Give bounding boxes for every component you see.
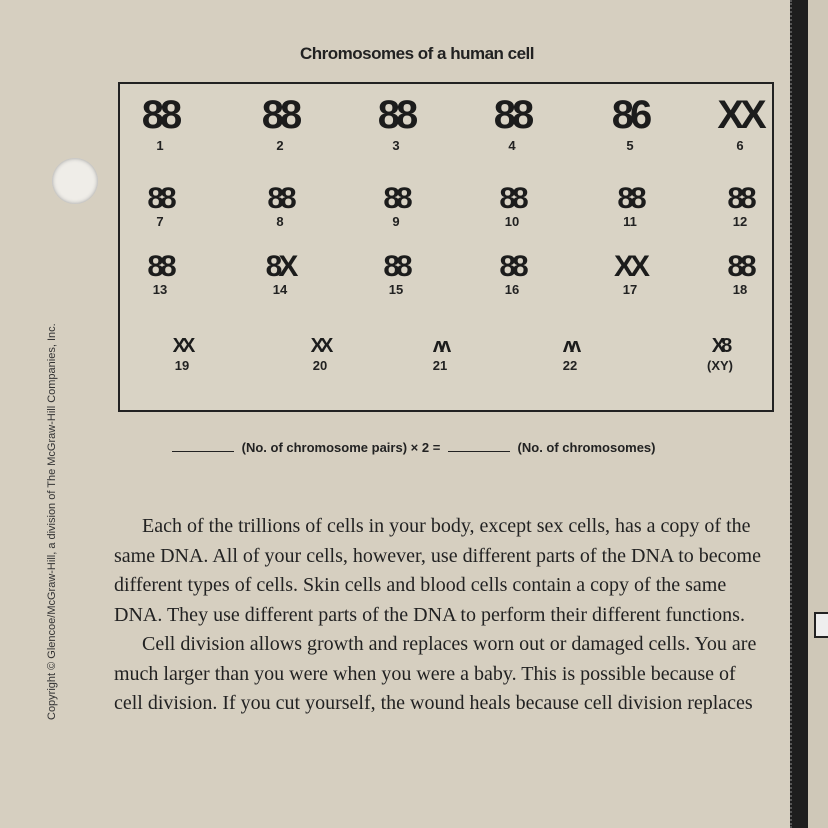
chromosome-number-label: 5 [626,138,634,153]
chromosome-pair-shape: XX [717,93,763,137]
chromosome-pair-shape: XX [613,250,647,283]
chromosome-pair-shape: 88 [383,182,409,215]
chromosome-number-label: 12 [732,214,748,229]
chromosome-pair-shape: 88 [261,93,299,137]
chromosome-19 [152,334,212,373]
chromosome-pair-shape: 88 [147,182,173,215]
adjacent-page-box [814,612,828,638]
perforation-line [790,0,792,828]
formula-chromosomes-label: (No. of chromosomes) [517,440,656,455]
answer-blank-pairs[interactable] [172,451,234,452]
chromosome-4 [482,92,542,153]
chromosome-number-label: (XY) [707,358,733,373]
chromosome-pair-shape: 88 [141,93,179,137]
chromosome-number-label: 14 [272,282,288,297]
chromosome-pair-shape: 88 [377,93,415,137]
chromosome-number-label: 22 [562,358,578,373]
chromosome-5 [600,92,660,153]
answer-blank-chromosomes[interactable] [448,451,510,452]
chromosome-pair-shape: 86 [611,93,649,137]
chromosome-14 [250,252,310,297]
chromosome-6 [710,92,770,153]
chromosome-22 [540,334,600,373]
karyotype-figure [118,82,774,412]
chromosome-pair-shape: 88 [267,182,293,215]
chromosome-number-label: 18 [732,282,748,297]
chromosome-pair-shape: 88 [493,93,531,137]
chromosome-9 [366,184,426,229]
chromosome-1 [130,92,190,153]
chromosome-13 [130,252,190,297]
chromosome-number-label: 9 [392,214,400,229]
chromosome-number-label: 10 [504,214,520,229]
chromosome-number-label: 2 [276,138,284,153]
chromosome-number-label: 3 [392,138,400,153]
chromosome-pair-shape: 88 [499,250,525,283]
chromosome-pair-shape: 88 [727,250,753,283]
chromosome-pair-shape: 88 [617,182,643,215]
chromosome-2 [250,92,310,153]
chromosome-pair-shape: 88 [147,250,173,283]
chromosome-pair-shape: XX [172,335,192,357]
chromosome-20 [290,334,350,373]
chromosome-16 [482,252,542,297]
chromosome-17 [600,252,660,297]
figure-title: Chromosomes of a human cell [300,44,534,63]
paragraph: Each of the trillions of cells in your body, except sex cells, has a copy of the same DNA. All of your cells, however, use different parts of the DNA to become different types of cells. Skin cells and blood cells contain a copy of the same DNA. They use different parts of the DNA to perform their different functions. [114,515,761,626]
chromosome-number-label: 21 [432,358,448,373]
adjacent-page [808,0,828,828]
chromosome-3 [366,92,426,153]
chromosome-number-label: 20 [312,358,328,373]
formula-pairs-label: (No. of chromosome pairs) × 2 = [241,440,441,455]
chromosome-number-label: 13 [152,282,168,297]
chromosome-7 [130,184,190,229]
chromosome-10 [482,184,542,229]
chromosome-pair-shape: X8 [711,335,729,357]
chromosome-pair-shape: 88 [727,182,753,215]
chromosome-number-label: 7 [156,214,164,229]
chromosome-number-label: 17 [622,282,638,297]
chromosome-number-label: 11 [623,214,637,229]
chromosome-pair-shape: 88 [499,182,525,215]
binder-hole [52,158,98,204]
chromosome-18 [710,252,770,297]
chromosome-11 [600,184,660,229]
chromosome-23 [690,334,750,373]
chromosome-pair-shape: 88 [383,250,409,283]
chromosome-number-label: 15 [388,282,404,297]
chromosome-number-label: 16 [504,282,520,297]
chromosome-pair-shape: XX [310,335,330,357]
chromosome-number-label: 8 [276,214,284,229]
chromosome-number-label: 6 [736,138,744,153]
chromosome-pair-shape: ᴧᴧ [432,335,448,357]
chromosome-number-label: 1 [156,138,164,153]
chromosome-number-label: 4 [508,138,516,153]
chromosome-formula [168,440,728,455]
copyright-notice: Copyright © Glencoe/McGraw-Hill, a division of The McGraw-Hill Companies, Inc. [46,323,58,720]
chromosome-pair-shape: ᴧᴧ [562,335,578,357]
chromosome-21 [410,334,470,373]
paragraph: Cell division allows growth and replaces worn out or damaged cells. You are much larger than you were when you were a baby. This is possible because of cell division. If you cut yourself, the wound heals because cell division replaces [114,633,757,714]
chromosome-8 [250,184,310,229]
chromosome-12 [710,184,770,229]
body-text [114,512,764,719]
chromosome-number-label: 19 [174,358,190,373]
chromosome-15 [366,252,426,297]
chromosome-pair-shape: 8X [265,250,295,283]
